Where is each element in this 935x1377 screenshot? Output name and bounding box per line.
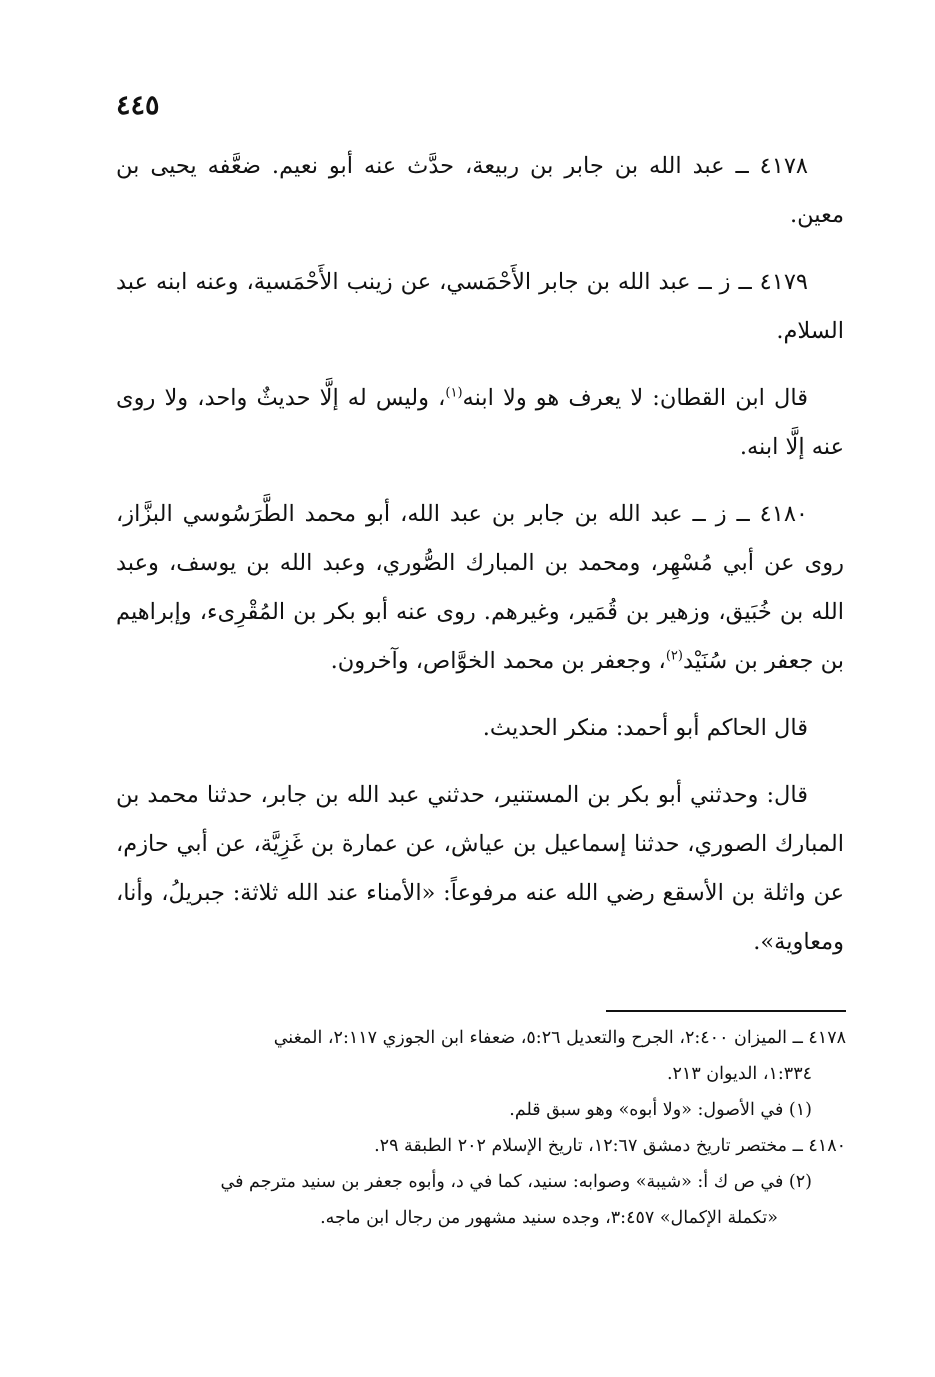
page-number: ٤٤٥ (116, 90, 160, 121)
footnote-4178 (116, 1020, 846, 1092)
entry-4180-part-1: ٤١٨٠ ــ ز ــ عبد الله بن جابر بن عبد الله، أبو محمد الطَّرَسُوسي البزَّاز، روى عن أبي مُسْهِر، ومحمد بن المبارك الصُّوري، وعبد الله بن يوسف، وعبد الله بن خُبَيق، وزهير بن قُمَير، وغيرهم. روى عنه أبو بكر بن المُقْرِىء، وإبراهيم بن جعفر بن سُنَيْد (116, 501, 844, 674)
entry-4180 (116, 490, 844, 686)
footnote-4178-line-1: ٤١٧٨ ــ الميزان ٢:٤٠٠، الجرح والتعديل ٥:٢٦، ضعفاء ابن الجوزي ٢:١١٧، المغني (273, 1028, 846, 1048)
footnote-2-line-2: «تكملة الإكمال» ٣:٤٥٧، وجده سنيد مشهور من رجال ابن ماجه. (320, 1208, 778, 1228)
entry-4178: ٤١٧٨ ــ عبد الله بن جابر بن ربيعة، حدَّث عنه أبو نعيم. ضعَّفه يحيى بن معين. (116, 153, 844, 228)
footnote-4178-line-2: ١:٣٣٤، الديوان ٢١٣. (666, 1064, 812, 1084)
hadith-narration: قال: وحدثني أبو بكر بن المستنير، حدثني عبد الله بن جابر، حدثنا محمد بن المبارك الصوري، حدثنا إسماعيل بن عياش، عن عمارة بن غَزِيَّة، عن أبي حازم، عن واثلة بن الأسقع رضي الله عنه مرفوعاً: «الأمناء عند الله ثلاثة: جبريلُ، وأنا، ومعاوية». (116, 782, 844, 955)
footnote-1: (١) في الأصول: «ولا أبوه» وهو سبق قلم. (509, 1100, 812, 1120)
entry-4179: ٤١٧٩ ــ ز ــ عبد الله بن جابر الأَحْمَسي، عن زينب الأَحْمَسية، وعنه ابنه عبد السلام. (116, 269, 844, 344)
footnote-2 (116, 1164, 846, 1236)
footnote-separator (606, 1010, 846, 1012)
footnotes (116, 1020, 846, 1236)
ibn-alqattan-quote (116, 374, 844, 472)
footnote-ref-1: (١) (445, 385, 463, 401)
footnote-ref-2: (٢) (665, 648, 683, 664)
main-text (116, 142, 844, 985)
entry-4180-part-2: ، وجعفر بن محمد الخوَّاص، وآخرون. (330, 648, 666, 674)
hakim-statement: قال الحاكم أبو أحمد: منكر الحديث. (482, 715, 808, 741)
quote-text-part-2: ، وليس له إلَّا حديثٌ واحد، ولا روى عنه إلَّا ابنه. (116, 385, 844, 460)
footnote-2-line-1: (٢) في ص ك أ: «شيبة» وصوابه: سنيد، كما في د، وأبوه جعفر بن سنيد مترجم في (220, 1172, 812, 1192)
quote-text-part-1: قال ابن القطان: لا يعرف هو ولا ابنه (462, 385, 808, 411)
footnote-4180: ٤١٨٠ ــ مختصر تاريخ دمشق ١٢:٦٧، تاريخ الإسلام ٢٠٢ الطبقة ٢٩. (374, 1136, 846, 1156)
